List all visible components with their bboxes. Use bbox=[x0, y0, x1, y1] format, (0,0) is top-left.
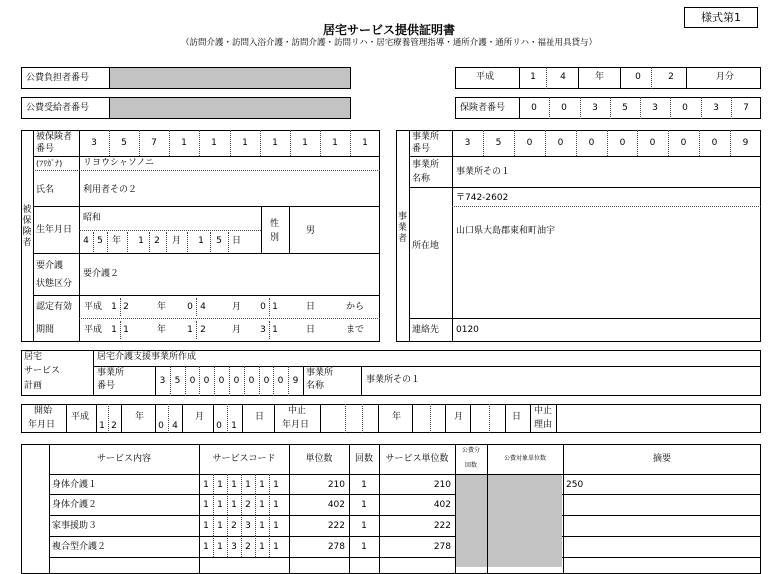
from-year-digit: 1 bbox=[111, 302, 117, 312]
insurer-digit: 3 bbox=[592, 103, 598, 113]
insured-side-label: 被保険者 bbox=[22, 205, 32, 248]
col-header-count: 回数 bbox=[354, 454, 373, 464]
era-label: 平成 bbox=[476, 72, 495, 82]
start-era: 平成 bbox=[71, 412, 90, 422]
plan-office-digit: 0 bbox=[203, 376, 210, 386]
sex-value: 男 bbox=[306, 226, 316, 236]
to-era: 平成 bbox=[84, 325, 103, 335]
service-code-digit: 3 bbox=[245, 521, 251, 531]
care-plan-label: 居宅 bbox=[24, 352, 43, 362]
service-name: 複合型介護２ bbox=[52, 542, 107, 552]
service-name: 身体介護１ bbox=[52, 480, 98, 490]
service-code-digit: 1 bbox=[273, 500, 279, 510]
service-note: 250 bbox=[566, 480, 584, 490]
service-units: 278 bbox=[327, 542, 345, 552]
service-code-digit: 1 bbox=[231, 500, 237, 510]
sex-label: 性 bbox=[270, 219, 280, 229]
col-header-summary: 摘要 bbox=[652, 454, 671, 464]
birth-label: 生年月日 bbox=[36, 225, 73, 235]
stop-month-unit: 月 bbox=[454, 412, 464, 422]
from-month-digit: 4 bbox=[200, 302, 206, 312]
public-payer-shaded bbox=[110, 68, 350, 88]
service-name: 身体介護２ bbox=[52, 500, 98, 510]
service-code-digit: 1 bbox=[273, 542, 279, 552]
insured-number-label: 被保険者 bbox=[36, 132, 73, 142]
provider-name-label: 名称 bbox=[412, 174, 431, 184]
plan-office-name: 事業所その１ bbox=[366, 375, 421, 385]
insured-number-digit: 1 bbox=[242, 138, 248, 148]
provider-number-digit: 9 bbox=[742, 138, 749, 148]
plan-office-no-label: 番号 bbox=[97, 381, 116, 391]
stop-label: 中止 bbox=[288, 406, 307, 416]
to-month-unit: 月 bbox=[232, 325, 242, 335]
provider-side-label: 事業者 bbox=[397, 212, 407, 244]
start-day-digit: 1 bbox=[231, 421, 237, 431]
plan-office-digit: 5 bbox=[174, 376, 181, 386]
insurer-digit: 0 bbox=[531, 103, 537, 113]
insured-number-digit: 1 bbox=[211, 138, 217, 148]
birth-month-digit: 2 bbox=[154, 236, 160, 246]
provider-number-digit: 3 bbox=[464, 138, 471, 148]
plan-office-digit: 0 bbox=[233, 376, 240, 386]
insurer-digit: 0 bbox=[561, 103, 567, 113]
year-digit: 4 bbox=[560, 72, 566, 82]
service-count: 1 bbox=[361, 480, 367, 490]
plan-office-digit: 0 bbox=[248, 376, 255, 386]
service-total: 402 bbox=[433, 500, 451, 510]
service-code-digit: 3 bbox=[231, 542, 237, 552]
birth-year-unit: 年 bbox=[112, 236, 122, 246]
start-year-digit: 2 bbox=[111, 421, 117, 431]
birth-month-digit: 1 bbox=[138, 236, 144, 246]
start-stop-block bbox=[21, 404, 761, 433]
provider-number-digit: 0 bbox=[557, 138, 564, 148]
insurer-digit: 3 bbox=[713, 103, 719, 113]
insurer-digit: 5 bbox=[622, 103, 628, 113]
col-header-code: サービスコード bbox=[212, 454, 276, 464]
care-plan-label: サービス bbox=[24, 366, 61, 376]
service-code-digit: 1 bbox=[259, 521, 265, 531]
public-shaded-area bbox=[456, 475, 562, 567]
insured-number-label: 番号 bbox=[36, 144, 55, 154]
year-unit: 年 bbox=[595, 72, 605, 82]
start-label: 開始 bbox=[34, 406, 53, 416]
provider-number-label: 番号 bbox=[412, 144, 431, 154]
service-code-digit: 1 bbox=[245, 480, 251, 490]
from-word: から bbox=[346, 302, 365, 312]
valid-period-label: 認定有効 bbox=[36, 302, 73, 312]
birth-year-digit: 4 bbox=[83, 236, 89, 246]
care-plan-label: 計画 bbox=[24, 381, 43, 391]
plan-office-digit: 0 bbox=[277, 376, 284, 386]
service-code-digit: 1 bbox=[203, 542, 209, 552]
name-value: 利用者その２ bbox=[83, 185, 138, 195]
col-header-public-units: 公費対象単位数 bbox=[503, 455, 546, 462]
provider-tel: 0120 bbox=[456, 325, 479, 335]
document-subtitle: （訪問介護・訪問入浴介護・訪問介護・訪問リハ・居宅療養管理指導・通所介護・通所リハ・福祉用具貸与） bbox=[181, 38, 597, 48]
service-units: 222 bbox=[327, 521, 345, 531]
plan-office-digit: 0 bbox=[189, 376, 196, 386]
col-header-public: 公費分 bbox=[461, 447, 480, 454]
col-header-units: 単位数 bbox=[305, 454, 333, 464]
service-name: 家事援助３ bbox=[52, 521, 98, 531]
insured-number-digit: 1 bbox=[332, 138, 338, 148]
to-year-unit: 年 bbox=[157, 325, 167, 335]
from-era: 平成 bbox=[84, 302, 103, 312]
care-level-label: 要介護 bbox=[36, 261, 64, 271]
from-day-unit: 日 bbox=[306, 302, 316, 312]
stop-day-unit: 日 bbox=[512, 412, 522, 422]
to-month-digit: 2 bbox=[200, 325, 206, 335]
service-code-digit: 1 bbox=[259, 480, 265, 490]
insured-number-digit: 1 bbox=[302, 138, 308, 148]
service-code-digit: 2 bbox=[245, 500, 251, 510]
service-code-digit: 2 bbox=[245, 542, 251, 552]
month-digit: 0 bbox=[635, 72, 641, 82]
insured-number-digit: 7 bbox=[151, 138, 157, 148]
insurer-digit: 3 bbox=[652, 103, 658, 113]
from-month-unit: 月 bbox=[232, 302, 242, 312]
birth-month-unit: 月 bbox=[172, 236, 182, 246]
public-recipient-shaded bbox=[110, 98, 350, 118]
service-code-digit: 1 bbox=[203, 480, 209, 490]
valid-period-label: 期間 bbox=[36, 325, 55, 335]
insured-number-digit: 1 bbox=[362, 138, 368, 148]
insured-number-digit: 3 bbox=[91, 138, 97, 148]
service-count: 1 bbox=[361, 542, 367, 552]
provider-tel-label: 連絡先 bbox=[412, 325, 440, 335]
from-day-digit: 1 bbox=[272, 302, 278, 312]
month-unit: 月分 bbox=[716, 72, 735, 82]
provider-block bbox=[396, 130, 761, 342]
to-day-unit: 日 bbox=[306, 325, 316, 335]
start-month-digit: 0 bbox=[158, 421, 164, 431]
stop-reason-label: 理由 bbox=[534, 420, 553, 430]
service-total: 278 bbox=[433, 542, 451, 552]
provider-number-digit: 0 bbox=[619, 138, 626, 148]
service-code-digit: 1 bbox=[273, 521, 279, 531]
stop-label: 年月日 bbox=[282, 420, 310, 430]
provider-number-digit: 5 bbox=[495, 138, 502, 148]
provider-address-label: 所在地 bbox=[412, 241, 440, 251]
insurer-digit: 7 bbox=[743, 103, 749, 113]
service-code-digit: 1 bbox=[231, 480, 237, 490]
from-year-unit: 年 bbox=[157, 302, 167, 312]
service-code-digit: 1 bbox=[217, 521, 223, 531]
provider-number-digit: 0 bbox=[711, 138, 718, 148]
start-day-unit: 日 bbox=[255, 412, 265, 422]
insured-number-digit: 5 bbox=[121, 138, 127, 148]
start-label: 年月日 bbox=[28, 420, 56, 430]
col-header-content: サービス内容 bbox=[96, 454, 151, 464]
insured-number-digit: 1 bbox=[272, 138, 278, 148]
plan-office-digit: 3 bbox=[159, 376, 166, 386]
service-code-digit: 1 bbox=[217, 542, 223, 552]
month-digit: 2 bbox=[668, 72, 674, 82]
provider-number-digit: 0 bbox=[680, 138, 687, 148]
provider-name: 事業所その１ bbox=[456, 167, 511, 177]
year-digit: 1 bbox=[530, 72, 536, 82]
from-year-digit: 2 bbox=[123, 302, 129, 312]
insured-number-digit: 1 bbox=[181, 138, 187, 148]
service-units: 210 bbox=[327, 480, 345, 490]
plan-office-no-label: 事業所 bbox=[97, 368, 125, 378]
insurer-label: 保険者番号 bbox=[460, 103, 506, 113]
birth-day-unit: 日 bbox=[232, 236, 242, 246]
service-code-digit: 1 bbox=[217, 480, 223, 490]
to-year-digit: 1 bbox=[123, 325, 129, 335]
plan-office-name-label: 名称 bbox=[306, 381, 325, 391]
furigana-value: リヨウシャソノニ bbox=[83, 158, 155, 168]
start-month-unit: 月 bbox=[195, 412, 205, 422]
plan-office-digit: 9 bbox=[292, 376, 299, 386]
provider-number-digit: 0 bbox=[526, 138, 533, 148]
insurer-digit: 0 bbox=[682, 103, 688, 113]
name-label: 氏名 bbox=[36, 185, 55, 195]
service-code-digit: 1 bbox=[273, 480, 279, 490]
furigana-label: (ﾌﾘｶﾞﾅ) bbox=[36, 159, 63, 168]
from-month-digit: 0 bbox=[187, 302, 193, 312]
birth-day-digit: 5 bbox=[216, 236, 222, 246]
service-total: 210 bbox=[433, 480, 451, 490]
service-total: 222 bbox=[433, 521, 451, 531]
from-day-digit: 0 bbox=[260, 302, 266, 312]
provider-postal: 〒742-2602 bbox=[456, 193, 509, 203]
sex-label: 別 bbox=[270, 233, 280, 243]
birth-era: 昭和 bbox=[83, 213, 102, 223]
public-recipient-label: 公費受給者番号 bbox=[26, 103, 90, 113]
service-units: 402 bbox=[327, 500, 345, 510]
service-code-digit: 1 bbox=[217, 500, 223, 510]
to-day-digit: 3 bbox=[260, 325, 266, 335]
care-level-label: 状態区分 bbox=[36, 279, 73, 289]
stop-year-unit: 年 bbox=[392, 412, 402, 422]
provider-number-digit: 0 bbox=[649, 138, 656, 148]
start-month-digit: 4 bbox=[172, 421, 178, 431]
care-level-value: 要介護２ bbox=[83, 269, 120, 279]
service-code-digit: 1 bbox=[203, 521, 209, 531]
service-code-digit: 1 bbox=[259, 542, 265, 552]
provider-number-digit: 0 bbox=[588, 138, 595, 148]
service-count: 1 bbox=[361, 500, 367, 510]
service-code-digit: 1 bbox=[259, 500, 265, 510]
document-title: 居宅サービス提供証明書 bbox=[322, 23, 455, 37]
col-header-public: 回数 bbox=[464, 462, 477, 469]
service-code-digit: 2 bbox=[231, 521, 237, 531]
provider-number-label: 事業所 bbox=[412, 132, 440, 142]
to-month-digit: 1 bbox=[187, 325, 193, 335]
plan-office-name-label: 事業所 bbox=[306, 368, 334, 378]
birth-day-digit: 1 bbox=[198, 236, 204, 246]
service-count: 1 bbox=[361, 521, 367, 531]
service-code-digit: 1 bbox=[203, 500, 209, 510]
to-word: まで bbox=[346, 325, 365, 335]
form-id: 様式第1 bbox=[701, 11, 741, 24]
start-year-unit: 年 bbox=[135, 412, 145, 422]
public-payer-label: 公費負担者番号 bbox=[26, 73, 90, 83]
to-day-digit: 1 bbox=[272, 325, 278, 335]
plan-office-digit: 0 bbox=[263, 376, 270, 386]
stop-reason-label: 中止 bbox=[534, 406, 553, 416]
provider-address: 山口県大島郡東和町油宇 bbox=[456, 226, 556, 236]
plan-office-digit: 0 bbox=[218, 376, 225, 386]
provider-name-label: 事業所 bbox=[412, 160, 440, 170]
birth-year-digit: 5 bbox=[97, 236, 103, 246]
start-year-digit: 1 bbox=[99, 421, 105, 431]
col-header-service-units: サービス単位数 bbox=[385, 454, 449, 464]
start-day-digit: 0 bbox=[216, 421, 222, 431]
to-year-digit: 1 bbox=[111, 325, 117, 335]
care-plan-created-by: 居宅介護支援事業所作成 bbox=[97, 352, 197, 362]
